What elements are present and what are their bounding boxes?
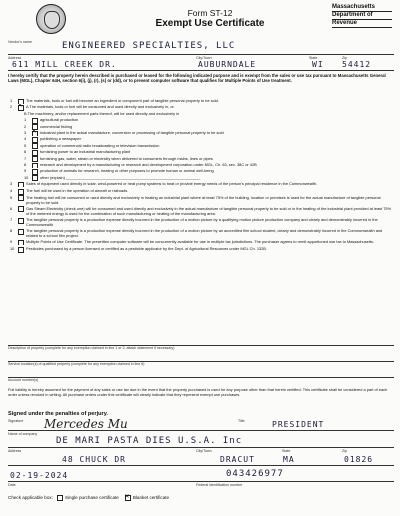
item-b5-checkbox[interactable] xyxy=(32,143,38,149)
exemption-items-list xyxy=(10,98,394,253)
department-block xyxy=(332,4,392,28)
item-b3: 3 ✕ industrial plant in the actual manufacture, conversion or processing of tangible personal property to be sold xyxy=(10,130,394,136)
item-3: 3 Sales of equipment used directly in solar, wind-powered or heat pump systems to heat or provide energy needs of the person's principal residence in the Commonwealth. xyxy=(10,181,318,187)
description-label: Description of property (complete for any exemption claimed in line 1 or 2; attach statement if necessary) xyxy=(8,346,175,350)
single-purchase-checkbox[interactable] xyxy=(57,495,63,501)
item-1: 1 The materials, tools or fuel will become an ingredient or component part of tangible personal property to be sold. xyxy=(10,98,219,103)
item-b10: 10 other (explain) ______________________________________________________________ xyxy=(24,174,201,180)
company-address-label: Address xyxy=(8,449,22,453)
item-b5: 5 operation of commercial radio broadcasting or television transmission xyxy=(24,142,160,148)
department-line-1: Massachusetts xyxy=(332,4,392,12)
company-address-line xyxy=(8,465,394,466)
item-2-checkbox[interactable] xyxy=(18,105,24,111)
company-state-label: State xyxy=(282,449,291,453)
item-7-checkbox[interactable] xyxy=(18,218,24,224)
certificate-type-row xyxy=(8,494,169,500)
item-b7: 7 furnishing gas, water, steam or electricity when delivered to consumers through mains, lines or pipes xyxy=(24,155,213,161)
item-b8-checkbox[interactable] xyxy=(32,163,38,169)
company-city-value[interactable]: DRACUT xyxy=(220,455,255,464)
item-3-checkbox[interactable] xyxy=(18,182,24,188)
item-b6: 6 furnishing power to an industrial manufacturing plant xyxy=(24,149,131,155)
form-title-block xyxy=(150,8,270,29)
item-5: 5 The heating fuel will be consumed or used directly and exclusively in heating an industrial plant where at least 75% of the building, location or premises is used for the actual manufacture of tangible personal property to be sold. xyxy=(10,194,381,205)
item-b6-checkbox[interactable] xyxy=(32,150,38,156)
vendor-name-label: Vendor's name xyxy=(8,40,32,44)
title-value[interactable]: PRESIDENT xyxy=(272,420,325,429)
service-location-label: Service location(s) of qualified property (complete for any exemption claimed in line 6) xyxy=(8,362,145,366)
federal-id-label: Federal identification number xyxy=(196,483,243,487)
item-4: 4 The fuel will be used in the operation of aircraft or railroads. xyxy=(10,188,129,194)
company-name-line xyxy=(8,447,394,448)
address-label: Address xyxy=(8,56,22,60)
item-9: 9 Multiple Points of Use Certificate. The prewritten computer software will be concurrently available for use in multiple tax jurisdictions. The purchaser agrees to remit apportioned use tax to Massachusetts. xyxy=(10,239,375,245)
date-label: Date xyxy=(8,483,16,487)
item-9-checkbox[interactable] xyxy=(18,240,24,246)
item-4-checkbox[interactable] xyxy=(18,189,24,195)
item-b4-checkbox[interactable] xyxy=(32,137,38,143)
company-city-label: City/Town xyxy=(196,449,212,453)
liability-statement: Full liability is hereby assumed for the payment of any sales or use tax due in the event that the property purchased is used for any purpose other than that herein certified. This certificate shall be considered a part of each order unless revoked in writing. All purchase orders under this certificate will clearly indicate that they represent exempt use purchases. xyxy=(8,387,388,397)
date-line xyxy=(8,481,394,482)
state-value[interactable]: WI xyxy=(312,60,324,69)
single-purchase-label: Single purchase certificate xyxy=(64,494,119,500)
state-label: State xyxy=(309,56,318,60)
signed-under-penalties: Signed under the penalties of perjury. xyxy=(8,411,108,417)
item-8: 8 The tangible personal property is a production expense directly incurred in the production of a motion picture by an accredited film school student, clearly and demonstrably incurred in the Commonwealth and related to a school film project. xyxy=(10,228,383,239)
item-7: 7 The tangible personal property is a production expense directly incurred in the production of a motion picture by a qualifying motion picture production company and clearly and demonstrably incurred in the Commonwealth. xyxy=(10,217,378,228)
company-zip-label: Zip xyxy=(342,449,347,453)
item-b1-checkbox[interactable] xyxy=(32,118,38,124)
city-value[interactable]: AUBURNDALE xyxy=(198,60,257,69)
company-name-value[interactable]: DE MARI PASTA DIES U.S.A. Inc xyxy=(56,436,243,446)
item-b-heading: B The machinery, and/or replacement parts thereof, will be used directly and exclusively in xyxy=(24,110,180,116)
address-line xyxy=(8,70,394,71)
item-b4: 4 publishing a newspaper xyxy=(24,136,81,142)
city-label: City/Town xyxy=(196,56,212,60)
form-title: Exempt Use Certificate xyxy=(155,18,265,29)
signature-label: Signature xyxy=(8,419,24,423)
account-number-label: Account number(s) xyxy=(8,378,39,382)
company-address-value[interactable]: 48 CHUCK DR xyxy=(62,455,126,464)
item-2: 2 ✕ A The materials, tools or fuel will be consumed and used directly and exclusively in, or xyxy=(10,104,394,110)
account-number-line xyxy=(8,377,394,378)
item-b2: 2 commercial fishing xyxy=(24,123,73,129)
item-b8: 8 research and development by a manufacturing or research and development corporation under MGL, Ch. 63, sec. 38C or 42B xyxy=(24,162,257,168)
item-8-checkbox[interactable] xyxy=(18,229,24,235)
item-b7-checkbox[interactable] xyxy=(32,156,38,162)
form-number: Form ST-12 xyxy=(187,8,233,18)
company-zip-value[interactable]: 01826 xyxy=(344,455,374,464)
zip-label: Zip xyxy=(342,56,347,60)
vendor-name-value[interactable]: ENGINEERED SPECIALTIES, LLC xyxy=(62,41,236,51)
vendor-name-line xyxy=(8,54,394,55)
item-10-checkbox[interactable] xyxy=(18,247,24,253)
signature-line xyxy=(8,430,394,431)
blanket-certificate-label: Blanket certificate xyxy=(132,494,170,500)
item-b10-checkbox[interactable] xyxy=(32,175,38,181)
company-state-value[interactable]: MA xyxy=(283,455,295,464)
item-6-checkbox[interactable] xyxy=(18,206,24,212)
blanket-certificate-checkbox[interactable] xyxy=(125,495,131,501)
address-value[interactable]: 611 MILL CREEK DR. xyxy=(12,60,117,69)
item-b1: 1 agricultural production xyxy=(24,117,79,123)
zip-value[interactable]: 54412 xyxy=(342,60,372,69)
item-10: 10 Pesticides purchased by a person licensed or certified as a pesticide applicator by the Dept. of Agricultural Resources under MGL Ch. 132B. xyxy=(10,246,267,252)
item-b3-checkbox[interactable] xyxy=(32,131,38,137)
federal-id-value[interactable]: 043426977 xyxy=(226,469,284,479)
department-line-2: Department of xyxy=(332,12,392,20)
item-5-checkbox[interactable] xyxy=(18,195,24,201)
item-b9-checkbox[interactable] xyxy=(32,169,38,175)
department-line-3: Revenue xyxy=(332,20,392,28)
massachusetts-seal-icon xyxy=(36,4,66,34)
item-b9: 9 production of animals for research, heating or other purposes to promote human or animal well-being xyxy=(24,168,214,174)
item-6: 6 Gas Steam Electricity (check one) will be consumed and used directly and exclusively in the actual manufacture of tangible personal property to be sold or in the heating of the industrial plant provided at least 75% of the metered energy is used for the combination of such manufacturing or heating of the manufacturing area. xyxy=(10,205,392,216)
certification-statement: I hereby certify that the property herein described is purchased or leased for the following indicated purpose and is exempt from the sales or use tax pursuant to Massachusetts General Laws (MGL), Chapter 64H, section 6(i), (j), (r), (s) or (dd), or to prevent computer software that qualifies for Multiple Points of Use treatment. xyxy=(8,73,386,84)
signature-value[interactable]: Mercedes Mu xyxy=(44,417,128,431)
title-label: Title xyxy=(238,419,245,423)
check-applicable-label: Check applicable box: xyxy=(8,494,53,500)
date-value[interactable]: 02-19-2024 xyxy=(10,471,69,480)
company-name-label: Name of company xyxy=(8,432,38,436)
